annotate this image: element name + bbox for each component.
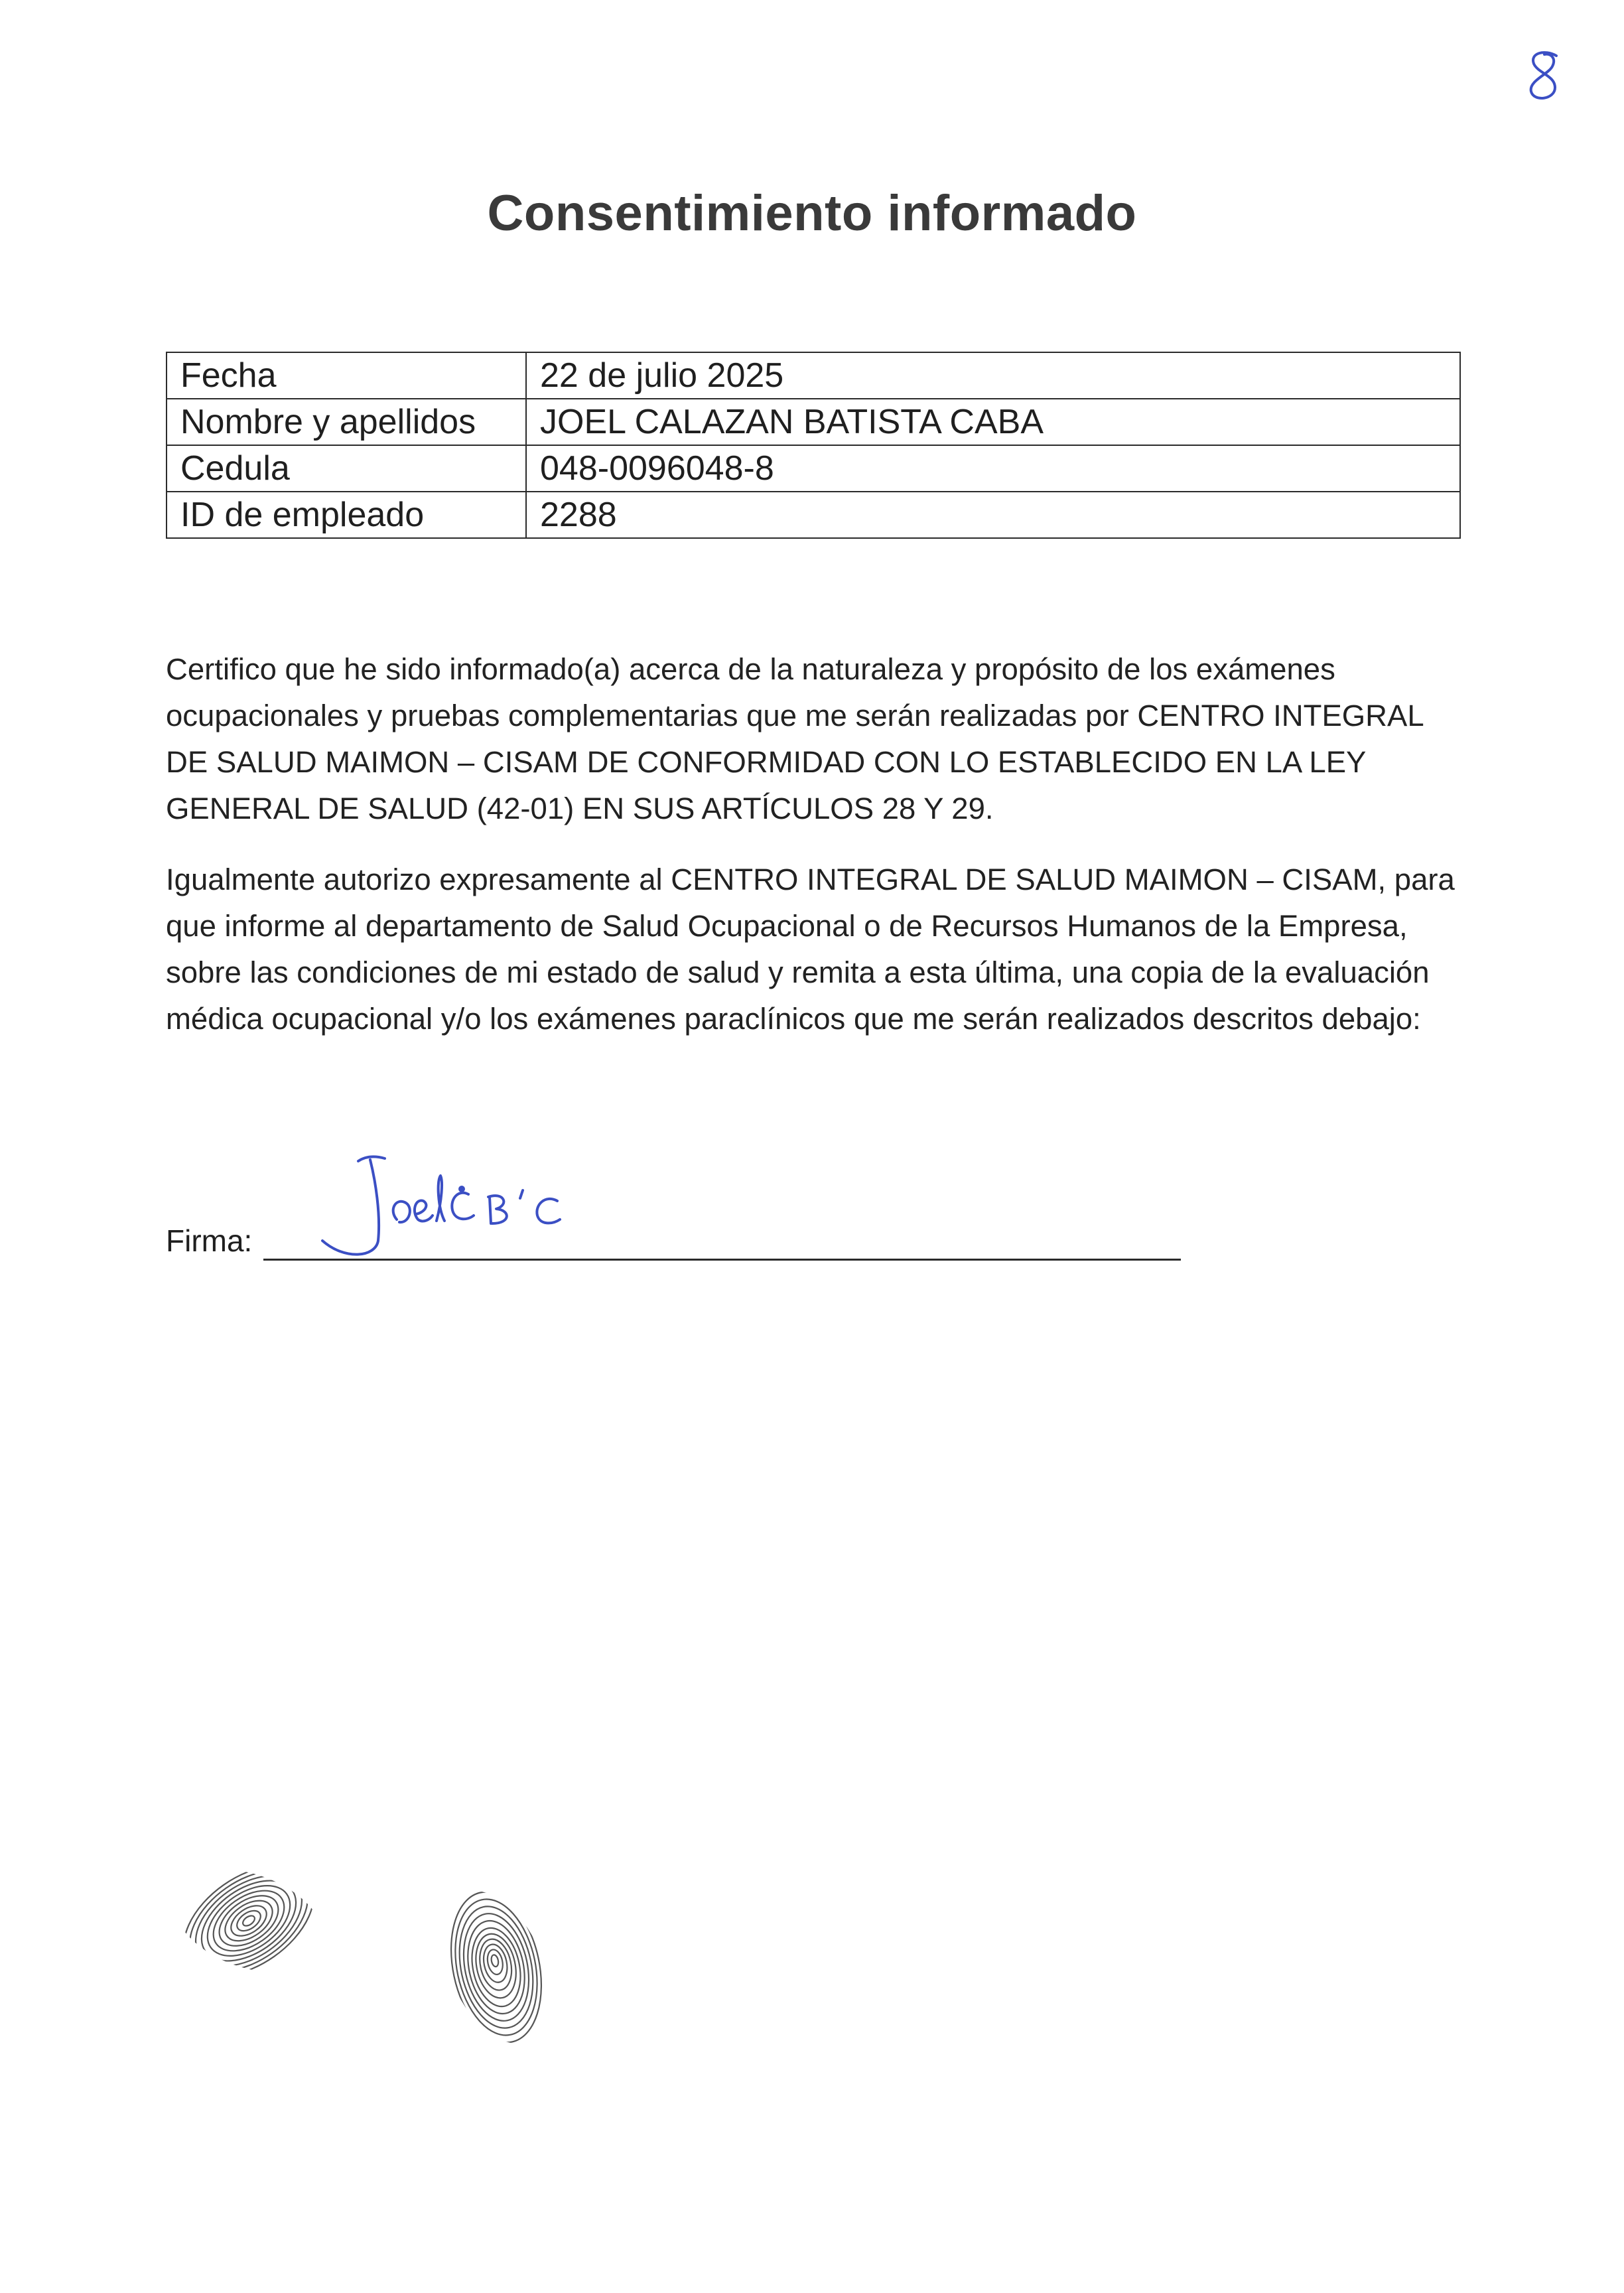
handwritten-signature	[312, 1141, 604, 1261]
field-label: Nombre y apellidos	[167, 399, 526, 445]
handwritten-8-mark	[1518, 46, 1571, 106]
field-label: Cedula	[167, 445, 526, 492]
patient-info-table	[166, 352, 1461, 539]
table-row	[167, 399, 1460, 445]
fingerprint-right-icon	[443, 1881, 549, 2053]
authorization-paragraph: Igualmente autorizo expresamente al CENTRO INTEGRAL DE SALUD MAIMON – CISAM, para que informe al departamento de Salud Ocupacional o de Recursos Humanos de la Empresa, sobre las condiciones de mi estado de salud y remita a esta última, una copia de la evaluación médica ocupacional y/o los exámenes paraclínicos que me serán realizados descritos debajo:	[166, 862, 1455, 1036]
field-value: 048-0096048-8	[526, 445, 1460, 492]
field-label: Fecha	[167, 352, 526, 399]
table-row	[167, 492, 1460, 538]
signature-label: Firma:	[166, 1223, 253, 1258]
field-label: ID de empleado	[167, 492, 526, 538]
field-value: 2288	[526, 492, 1460, 538]
table-row	[167, 445, 1460, 492]
handwritten-page-number	[1518, 46, 1571, 106]
table-row	[167, 352, 1460, 399]
field-value: JOEL CALAZAN BATISTA CABA	[526, 399, 1460, 445]
consent-paragraph: Certifico que he sido informado(a) acerca de la naturaleza y propósito de los exámenes ocupacionales y pruebas complementarias que me serán realizadas por CENTRO INTEGRAL DE SALUD MAIMON – CISAM DE CONFORMIDAD CON LO ESTABLECIDO EN LA LEY GENERAL DE SALUD (42-01) EN SUS ARTÍCULOS 28 Y 29.	[166, 652, 1424, 825]
fingerprint-left-icon	[166, 1841, 332, 2000]
field-value: 22 de julio 2025	[526, 352, 1460, 399]
document-title: Consentimiento informado	[487, 185, 1137, 242]
